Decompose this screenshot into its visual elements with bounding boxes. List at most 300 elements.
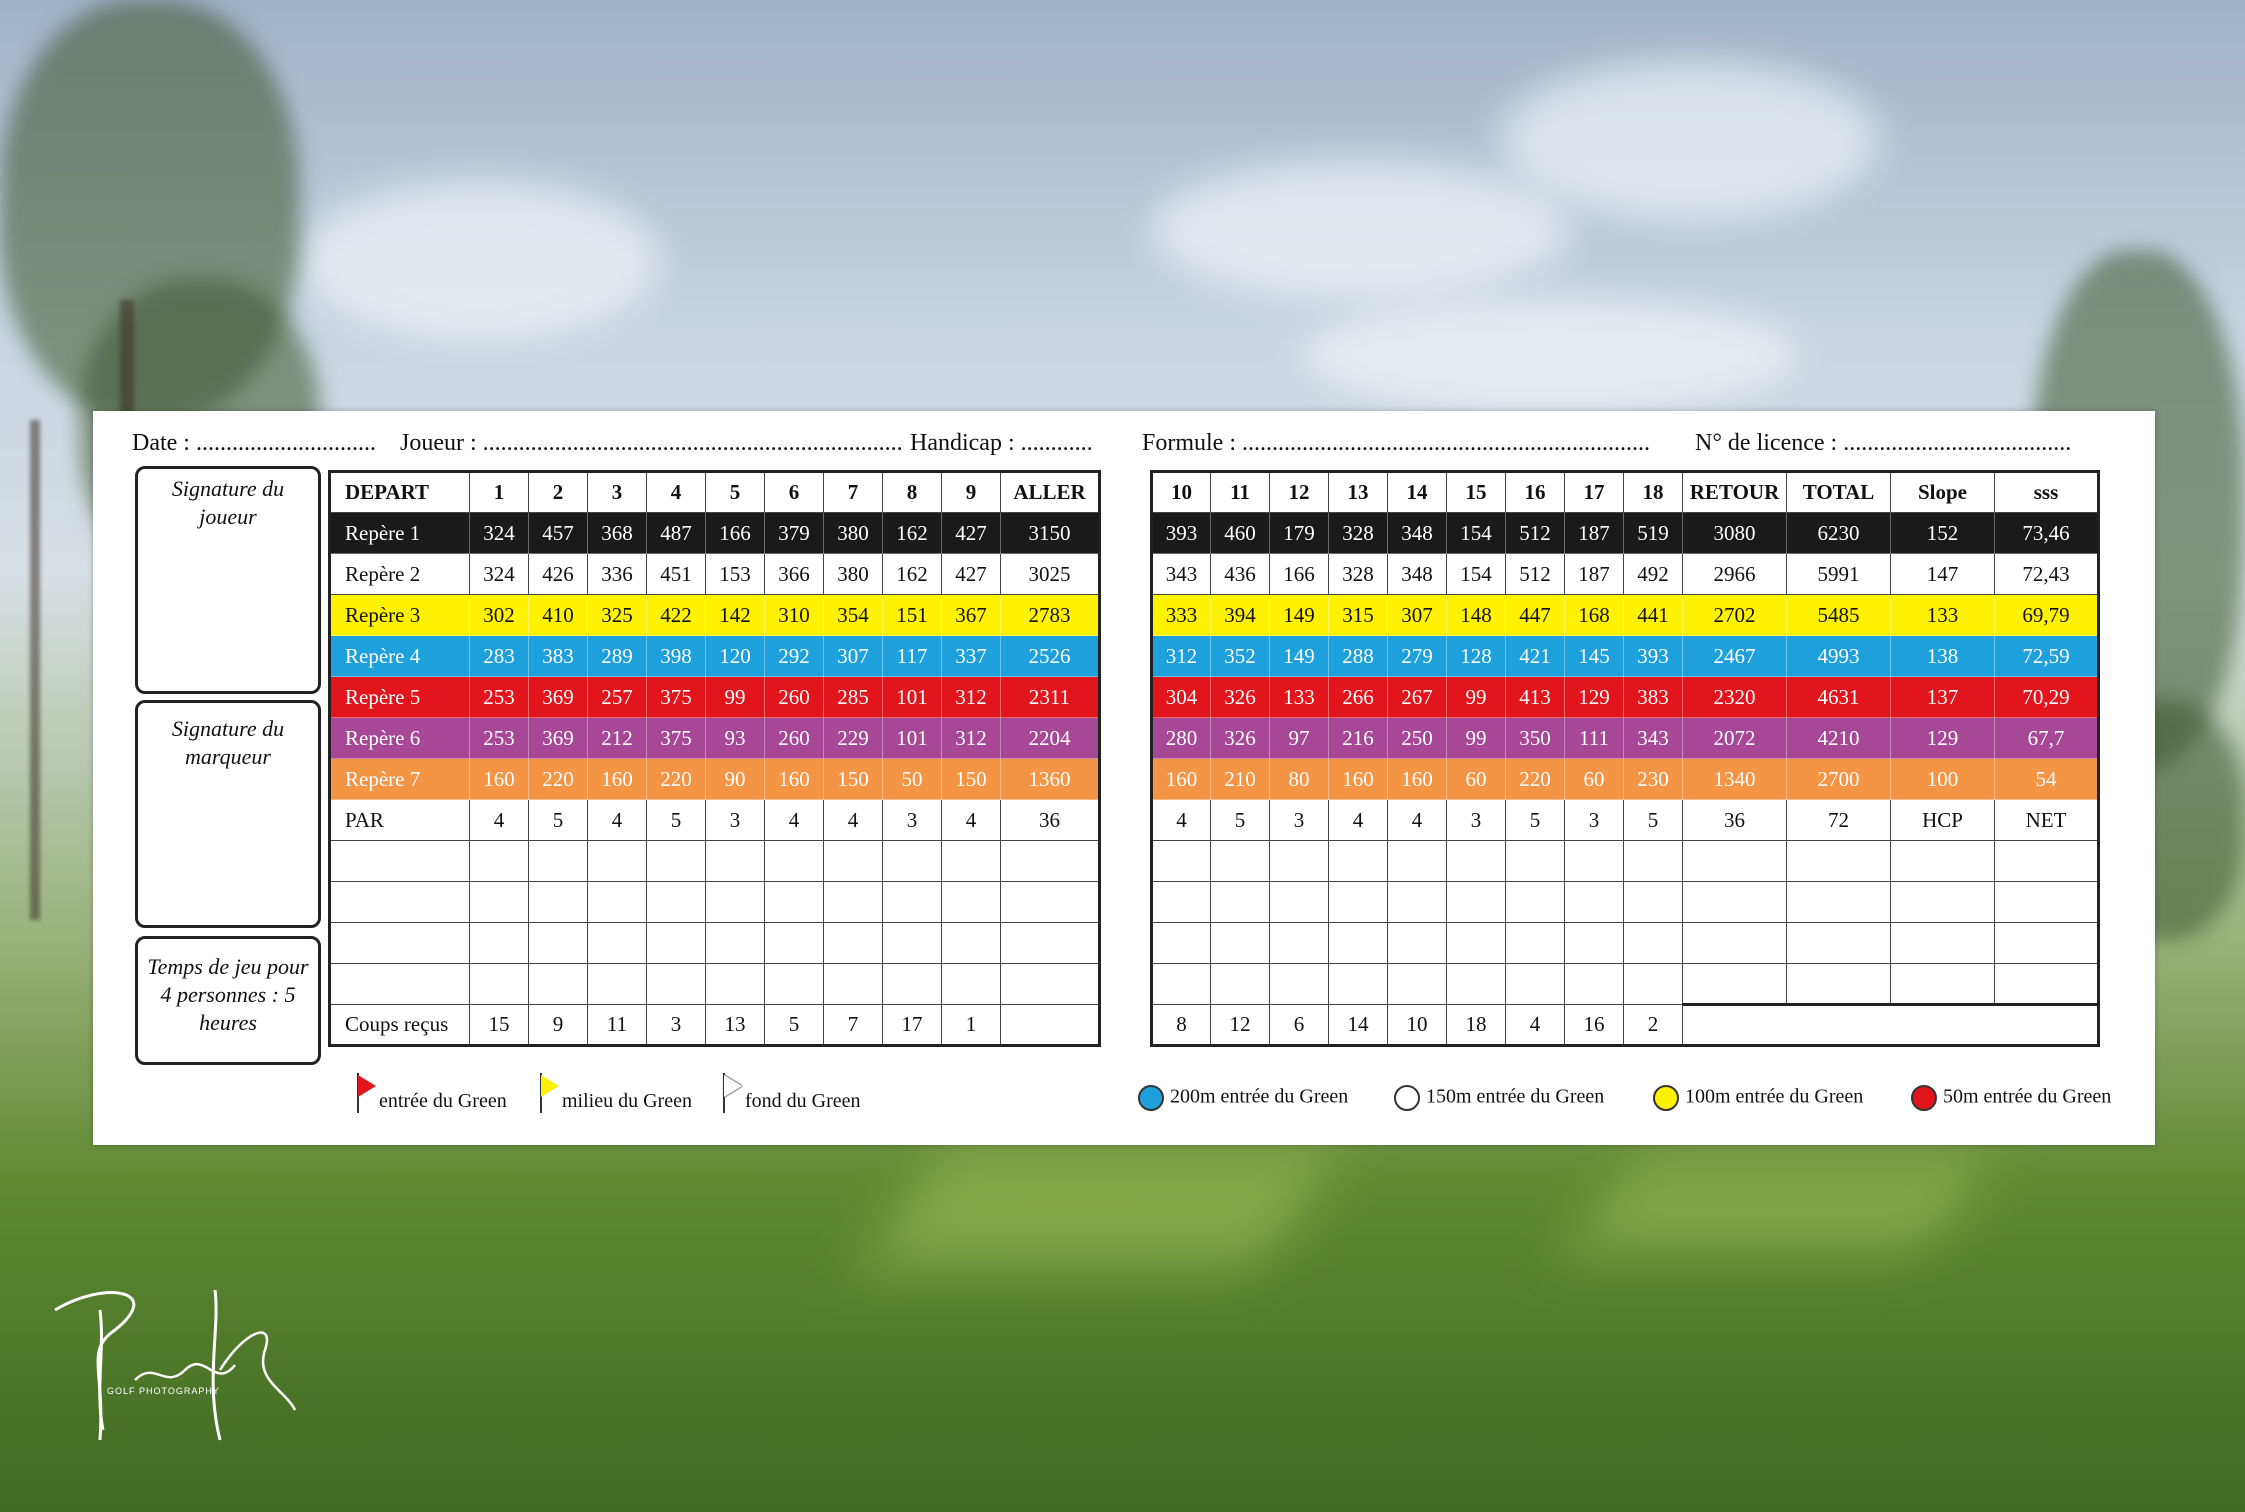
score-entry-cell[interactable] xyxy=(1001,841,1100,882)
score-cell: 72,43 xyxy=(1995,554,2099,595)
score-entry-cell[interactable] xyxy=(1211,841,1270,882)
score-entry-cell[interactable] xyxy=(1211,882,1270,923)
score-cell: 343 xyxy=(1152,554,1211,595)
score-cell: 422 xyxy=(647,595,706,636)
score-cell: 168 xyxy=(1565,595,1624,636)
score-entry-row[interactable] xyxy=(1152,964,2099,1005)
score-cell: 147 xyxy=(1891,554,1995,595)
score-entry-row[interactable] xyxy=(330,882,1100,923)
score-cell: 4631 xyxy=(1787,677,1891,718)
score-entry-cell[interactable] xyxy=(824,964,883,1005)
score-cell: 69,79 xyxy=(1995,595,2099,636)
strokes-received-cell: 14 xyxy=(1329,1005,1388,1046)
header-row xyxy=(330,472,1100,513)
strokes-received-cell: 15 xyxy=(470,1005,529,1046)
score-entry-cell[interactable] xyxy=(588,964,647,1005)
score-cell: NET xyxy=(1995,800,2099,841)
tee-row xyxy=(1152,800,2099,841)
score-cell: Repère 1 xyxy=(330,513,470,554)
score-entry-cell[interactable] xyxy=(765,841,824,882)
header-cell: 11 xyxy=(1211,472,1270,513)
header-cell: 15 xyxy=(1447,472,1506,513)
score-cell: 2467 xyxy=(1683,636,1787,677)
score-cell: 519 xyxy=(1624,513,1683,554)
score-cell: 4210 xyxy=(1787,718,1891,759)
header-cell: ALLER xyxy=(1001,472,1100,513)
score-entry-cell[interactable] xyxy=(1388,882,1447,923)
flag-legend-item xyxy=(355,1073,507,1113)
score-cell: 6230 xyxy=(1787,513,1891,554)
score-cell: 312 xyxy=(942,677,1001,718)
score-entry-cell[interactable] xyxy=(883,841,942,882)
score-cell: 451 xyxy=(647,554,706,595)
score-cell: 2526 xyxy=(1001,636,1100,677)
score-cell: 266 xyxy=(1329,677,1388,718)
score-cell: 101 xyxy=(883,718,942,759)
score-entry-cell[interactable] xyxy=(1447,841,1506,882)
score-cell: 3150 xyxy=(1001,513,1100,554)
score-entry-cell[interactable] xyxy=(1001,923,1100,964)
score-cell: 128 xyxy=(1447,636,1506,677)
score-cell: 4 xyxy=(765,800,824,841)
score-entry-cell[interactable] xyxy=(1388,841,1447,882)
score-entry-cell[interactable] xyxy=(1683,923,1787,964)
strokes-received-cell: 17 xyxy=(883,1005,942,1046)
score-entry-cell[interactable] xyxy=(470,841,529,882)
score-entry-cell[interactable] xyxy=(1152,923,1211,964)
score-entry-cell[interactable] xyxy=(1506,882,1565,923)
marker-signature-box[interactable] xyxy=(135,700,321,928)
score-cell: 457 xyxy=(529,513,588,554)
score-cell: 337 xyxy=(942,636,1001,677)
score-entry-cell[interactable] xyxy=(1787,964,1891,1005)
distance-legend-label: 200m entrée du Green xyxy=(1170,1085,1349,1108)
score-cell: 129 xyxy=(1891,718,1995,759)
score-cell: 99 xyxy=(1447,677,1506,718)
score-cell: 324 xyxy=(470,554,529,595)
strokes-received-cell: 16 xyxy=(1565,1005,1624,1046)
score-cell: 5 xyxy=(1624,800,1683,841)
score-entry-cell[interactable] xyxy=(706,923,765,964)
score-cell: 328 xyxy=(1329,554,1388,595)
signature-graphic xyxy=(45,1270,305,1450)
score-entry-cell[interactable] xyxy=(824,841,883,882)
score-entry-cell[interactable] xyxy=(765,923,824,964)
score-cell: 326 xyxy=(1211,718,1270,759)
score-cell: 72 xyxy=(1787,800,1891,841)
score-cell: 394 xyxy=(1211,595,1270,636)
score-entry-cell[interactable] xyxy=(706,882,765,923)
score-cell: 60 xyxy=(1565,759,1624,800)
score-cell: 36 xyxy=(1001,800,1100,841)
score-cell: 153 xyxy=(706,554,765,595)
tee-row xyxy=(330,513,1100,554)
score-entry-cell[interactable] xyxy=(765,964,824,1005)
score-entry-cell[interactable] xyxy=(1270,882,1329,923)
score-entry-cell[interactable] xyxy=(942,923,1001,964)
score-entry-cell[interactable] xyxy=(765,882,824,923)
score-entry-cell[interactable] xyxy=(330,841,470,882)
tee-row xyxy=(1152,636,2099,677)
score-entry-cell[interactable] xyxy=(1152,882,1211,923)
score-entry-cell[interactable] xyxy=(529,882,588,923)
score-cell: 99 xyxy=(706,677,765,718)
score-cell: 279 xyxy=(1388,636,1447,677)
score-entry-cell[interactable] xyxy=(1891,882,1995,923)
score-cell: 5 xyxy=(1211,800,1270,841)
formula-field[interactable]: Formule : .................................................................... xyxy=(1142,430,1650,456)
score-entry-cell[interactable] xyxy=(1270,964,1329,1005)
score-entry-cell[interactable] xyxy=(330,923,470,964)
score-cell: 369 xyxy=(529,677,588,718)
score-entry-cell[interactable] xyxy=(1565,923,1624,964)
score-cell: 230 xyxy=(1624,759,1683,800)
score-cell: 421 xyxy=(1506,636,1565,677)
tee-row xyxy=(330,595,1100,636)
score-entry-cell[interactable] xyxy=(1891,923,1995,964)
strokes-received-cell: 2 xyxy=(1624,1005,1683,1046)
score-cell: 160 xyxy=(470,759,529,800)
score-entry-cell[interactable] xyxy=(1787,923,1891,964)
handicap-field[interactable]: Handicap : ............ xyxy=(910,430,1093,456)
score-entry-cell[interactable] xyxy=(588,923,647,964)
score-cell: 260 xyxy=(765,718,824,759)
score-entry-row[interactable] xyxy=(330,841,1100,882)
score-cell: 111 xyxy=(1565,718,1624,759)
score-entry-cell[interactable] xyxy=(470,964,529,1005)
distance-legend-item xyxy=(1138,1085,1348,1111)
score-cell: 220 xyxy=(529,759,588,800)
tee-row xyxy=(330,718,1100,759)
score-cell: HCP xyxy=(1891,800,1995,841)
score-cell: 187 xyxy=(1565,513,1624,554)
score-entry-cell[interactable] xyxy=(706,964,765,1005)
score-cell: 5485 xyxy=(1787,595,1891,636)
score-cell: 2966 xyxy=(1683,554,1787,595)
score-cell: 375 xyxy=(647,677,706,718)
score-entry-cell[interactable] xyxy=(1624,882,1683,923)
logo-caption: GOLF PHOTOGRAPHY xyxy=(107,1386,220,1396)
score-entry-row[interactable] xyxy=(330,964,1100,1005)
score-cell: 383 xyxy=(1624,677,1683,718)
strokes-received-cell: Coups reçus xyxy=(330,1005,470,1046)
date-field[interactable]: Date : .............................. xyxy=(132,430,376,456)
score-cell: 257 xyxy=(588,677,647,718)
score-cell: 101 xyxy=(883,677,942,718)
score-entry-cell[interactable] xyxy=(883,923,942,964)
score-cell: 325 xyxy=(588,595,647,636)
score-cell: 336 xyxy=(588,554,647,595)
distance-legend-item xyxy=(1911,1085,2111,1111)
score-cell: 154 xyxy=(1447,554,1506,595)
header-cell: 5 xyxy=(706,472,765,513)
score-entry-row[interactable] xyxy=(1152,882,2099,923)
score-cell: Repère 3 xyxy=(330,595,470,636)
score-entry-cell[interactable] xyxy=(1001,882,1100,923)
score-entry-cell[interactable] xyxy=(1329,964,1388,1005)
score-cell: 352 xyxy=(1211,636,1270,677)
score-entry-row[interactable] xyxy=(1152,923,2099,964)
score-cell: 343 xyxy=(1624,718,1683,759)
score-entry-cell[interactable] xyxy=(1624,964,1683,1005)
score-cell: 267 xyxy=(1388,677,1447,718)
score-cell: 187 xyxy=(1565,554,1624,595)
score-cell: 380 xyxy=(824,554,883,595)
score-cell: 283 xyxy=(470,636,529,677)
score-entry-cell[interactable] xyxy=(647,964,706,1005)
score-entry-cell[interactable] xyxy=(647,841,706,882)
score-cell: 148 xyxy=(1447,595,1506,636)
strokes-received-cell: 4 xyxy=(1506,1005,1565,1046)
score-cell: 280 xyxy=(1152,718,1211,759)
pin-flag-icon xyxy=(355,1073,377,1113)
score-entry-cell[interactable] xyxy=(1787,882,1891,923)
score-cell: 427 xyxy=(942,513,1001,554)
score-entry-cell[interactable] xyxy=(1506,964,1565,1005)
score-cell: 220 xyxy=(1506,759,1565,800)
strokes-received-cell: 13 xyxy=(706,1005,765,1046)
score-cell: 150 xyxy=(824,759,883,800)
strokes-received-cell xyxy=(1001,1005,1100,1046)
back-nine-table xyxy=(1150,470,2100,1047)
distance-marker-dot-icon xyxy=(1911,1085,1937,1111)
score-entry-cell[interactable] xyxy=(1270,841,1329,882)
score-entry-cell[interactable] xyxy=(1152,841,1211,882)
score-cell: 160 xyxy=(588,759,647,800)
score-cell: 73,46 xyxy=(1995,513,2099,554)
score-entry-cell[interactable] xyxy=(1683,841,1787,882)
score-cell: 379 xyxy=(765,513,824,554)
score-cell: 160 xyxy=(1152,759,1211,800)
score-entry-cell[interactable] xyxy=(1787,841,1891,882)
distance-legend-label: 100m entrée du Green xyxy=(1685,1085,1864,1108)
score-cell: 3 xyxy=(883,800,942,841)
score-entry-cell[interactable] xyxy=(1683,964,1787,1005)
score-entry-cell[interactable] xyxy=(883,882,942,923)
score-entry-cell[interactable] xyxy=(1565,841,1624,882)
score-cell: 93 xyxy=(706,718,765,759)
header-cell: 9 xyxy=(942,472,1001,513)
pin-flag-icon xyxy=(721,1073,743,1113)
header-cell: 16 xyxy=(1506,472,1565,513)
score-cell: 151 xyxy=(883,595,942,636)
blank-cell xyxy=(1683,1005,2099,1046)
score-entry-cell[interactable] xyxy=(1447,882,1506,923)
score-entry-cell[interactable] xyxy=(1388,964,1447,1005)
score-entry-cell[interactable] xyxy=(1624,923,1683,964)
tee-row xyxy=(1152,759,2099,800)
score-cell: 369 xyxy=(529,718,588,759)
score-cell: 50 xyxy=(883,759,942,800)
score-cell: 160 xyxy=(765,759,824,800)
score-cell: 4 xyxy=(942,800,1001,841)
score-entry-cell[interactable] xyxy=(1447,923,1506,964)
score-entry-cell[interactable] xyxy=(588,841,647,882)
score-cell: 253 xyxy=(470,718,529,759)
score-entry-cell[interactable] xyxy=(1388,923,1447,964)
tee-row xyxy=(330,759,1100,800)
score-entry-cell[interactable] xyxy=(824,923,883,964)
score-cell: 426 xyxy=(529,554,588,595)
score-cell: 129 xyxy=(1565,677,1624,718)
score-entry-cell[interactable] xyxy=(1001,964,1100,1005)
score-cell: 212 xyxy=(588,718,647,759)
strokes-received-cell: 8 xyxy=(1152,1005,1211,1046)
score-cell: 366 xyxy=(765,554,824,595)
score-cell: 315 xyxy=(1329,595,1388,636)
score-cell: 67,7 xyxy=(1995,718,2099,759)
strokes-received-row xyxy=(1152,1005,2099,1046)
score-cell: 289 xyxy=(588,636,647,677)
score-entry-cell[interactable] xyxy=(824,882,883,923)
score-entry-cell[interactable] xyxy=(647,923,706,964)
score-entry-cell[interactable] xyxy=(1447,964,1506,1005)
flag-legend-label: fond du Green xyxy=(745,1090,861,1112)
front-nine-table xyxy=(328,470,1101,1047)
play-time-label: Temps de jeu pour 4 personnes : 5 heures xyxy=(147,954,309,1035)
score-entry-cell[interactable] xyxy=(1329,923,1388,964)
score-cell: 350 xyxy=(1506,718,1565,759)
score-entry-cell[interactable] xyxy=(1891,841,1995,882)
score-entry-cell[interactable] xyxy=(647,882,706,923)
score-entry-cell[interactable] xyxy=(1624,841,1683,882)
score-cell: 160 xyxy=(1388,759,1447,800)
tee-row xyxy=(1152,595,2099,636)
score-entry-cell[interactable] xyxy=(1329,882,1388,923)
score-entry-cell[interactable] xyxy=(1995,964,2099,1005)
header-cell: 14 xyxy=(1388,472,1447,513)
score-entry-cell[interactable] xyxy=(529,964,588,1005)
header-cell: 2 xyxy=(529,472,588,513)
score-cell: 1360 xyxy=(1001,759,1100,800)
score-cell: 120 xyxy=(706,636,765,677)
score-cell: 307 xyxy=(824,636,883,677)
score-entry-row[interactable] xyxy=(330,923,1100,964)
score-entry-cell[interactable] xyxy=(330,882,470,923)
distance-marker-dot-icon xyxy=(1138,1085,1164,1111)
score-cell: 154 xyxy=(1447,513,1506,554)
score-cell: 427 xyxy=(942,554,1001,595)
score-entry-cell[interactable] xyxy=(1270,923,1329,964)
score-entry-cell[interactable] xyxy=(1211,923,1270,964)
tee-row xyxy=(1152,718,2099,759)
score-entry-cell[interactable] xyxy=(330,964,470,1005)
score-cell: 2320 xyxy=(1683,677,1787,718)
distance-legend-label: 150m entrée du Green xyxy=(1426,1085,1605,1108)
player-signature-box[interactable] xyxy=(135,466,321,694)
score-cell: 1340 xyxy=(1683,759,1787,800)
score-cell: 413 xyxy=(1506,677,1565,718)
score-cell: 410 xyxy=(529,595,588,636)
score-cell: 4 xyxy=(1152,800,1211,841)
score-entry-cell[interactable] xyxy=(1995,841,2099,882)
score-entry-cell[interactable] xyxy=(1329,841,1388,882)
score-entry-cell[interactable] xyxy=(1506,923,1565,964)
header-cell: 12 xyxy=(1270,472,1329,513)
score-entry-cell[interactable] xyxy=(942,882,1001,923)
marker-signature-label: Signature du marqueur xyxy=(171,716,285,769)
score-cell: 307 xyxy=(1388,595,1447,636)
score-entry-cell[interactable] xyxy=(942,964,1001,1005)
score-entry-cell[interactable] xyxy=(706,841,765,882)
strokes-received-cell: 18 xyxy=(1447,1005,1506,1046)
score-cell: 117 xyxy=(883,636,942,677)
header-cell: 1 xyxy=(470,472,529,513)
score-cell: 145 xyxy=(1565,636,1624,677)
distance-legend-label: 50m entrée du Green xyxy=(1943,1085,2112,1108)
score-cell: 447 xyxy=(1506,595,1565,636)
player-field[interactable]: Joueur : ...................................................................... xyxy=(400,430,903,456)
score-cell: 179 xyxy=(1270,513,1329,554)
score-cell: 5991 xyxy=(1787,554,1891,595)
score-entry-cell[interactable] xyxy=(1995,923,2099,964)
score-cell: 138 xyxy=(1891,636,1995,677)
score-cell: 166 xyxy=(1270,554,1329,595)
score-cell: 3 xyxy=(1565,800,1624,841)
strokes-received-cell: 7 xyxy=(824,1005,883,1046)
score-cell: Repère 7 xyxy=(330,759,470,800)
score-entry-cell[interactable] xyxy=(1152,964,1211,1005)
licence-field[interactable]: N° de licence : ...................................... xyxy=(1695,430,2072,456)
header-cell: Slope xyxy=(1891,472,1995,513)
score-cell: Repère 5 xyxy=(330,677,470,718)
score-cell: 250 xyxy=(1388,718,1447,759)
score-cell: 216 xyxy=(1329,718,1388,759)
score-cell: 149 xyxy=(1270,595,1329,636)
score-entry-cell[interactable] xyxy=(1683,882,1787,923)
score-cell: 441 xyxy=(1624,595,1683,636)
score-cell: 210 xyxy=(1211,759,1270,800)
score-cell: 72,59 xyxy=(1995,636,2099,677)
score-entry-cell[interactable] xyxy=(1995,882,2099,923)
score-cell: 152 xyxy=(1891,513,1995,554)
score-cell: 2700 xyxy=(1787,759,1891,800)
flag-legend-item xyxy=(538,1073,692,1113)
score-entry-cell[interactable] xyxy=(883,964,942,1005)
score-entry-cell[interactable] xyxy=(942,841,1001,882)
score-entry-cell[interactable] xyxy=(470,882,529,923)
strokes-received-cell: 1 xyxy=(942,1005,1001,1046)
score-cell: 292 xyxy=(765,636,824,677)
score-cell: 302 xyxy=(470,595,529,636)
score-cell: 4 xyxy=(470,800,529,841)
score-entry-cell[interactable] xyxy=(1565,882,1624,923)
score-entry-cell[interactable] xyxy=(1211,964,1270,1005)
score-entry-cell[interactable] xyxy=(588,882,647,923)
score-cell: Repère 2 xyxy=(330,554,470,595)
score-entry-cell[interactable] xyxy=(1891,964,1995,1005)
score-cell: 133 xyxy=(1270,677,1329,718)
score-cell: 512 xyxy=(1506,554,1565,595)
tee-row xyxy=(1152,554,2099,595)
score-entry-cell[interactable] xyxy=(1565,964,1624,1005)
score-entry-cell[interactable] xyxy=(1506,841,1565,882)
tee-row xyxy=(330,636,1100,677)
score-entry-cell[interactable] xyxy=(470,923,529,964)
score-entry-row[interactable] xyxy=(1152,841,2099,882)
score-cell: 328 xyxy=(1329,513,1388,554)
score-cell: 492 xyxy=(1624,554,1683,595)
player-signature-label: Signature du joueur xyxy=(171,476,285,529)
score-cell: 2072 xyxy=(1683,718,1787,759)
score-cell: Repère 6 xyxy=(330,718,470,759)
score-cell: 310 xyxy=(765,595,824,636)
strokes-received-row xyxy=(330,1005,1100,1046)
score-cell: 3 xyxy=(706,800,765,841)
score-entry-cell[interactable] xyxy=(529,841,588,882)
score-entry-cell[interactable] xyxy=(529,923,588,964)
score-cell: 380 xyxy=(824,513,883,554)
